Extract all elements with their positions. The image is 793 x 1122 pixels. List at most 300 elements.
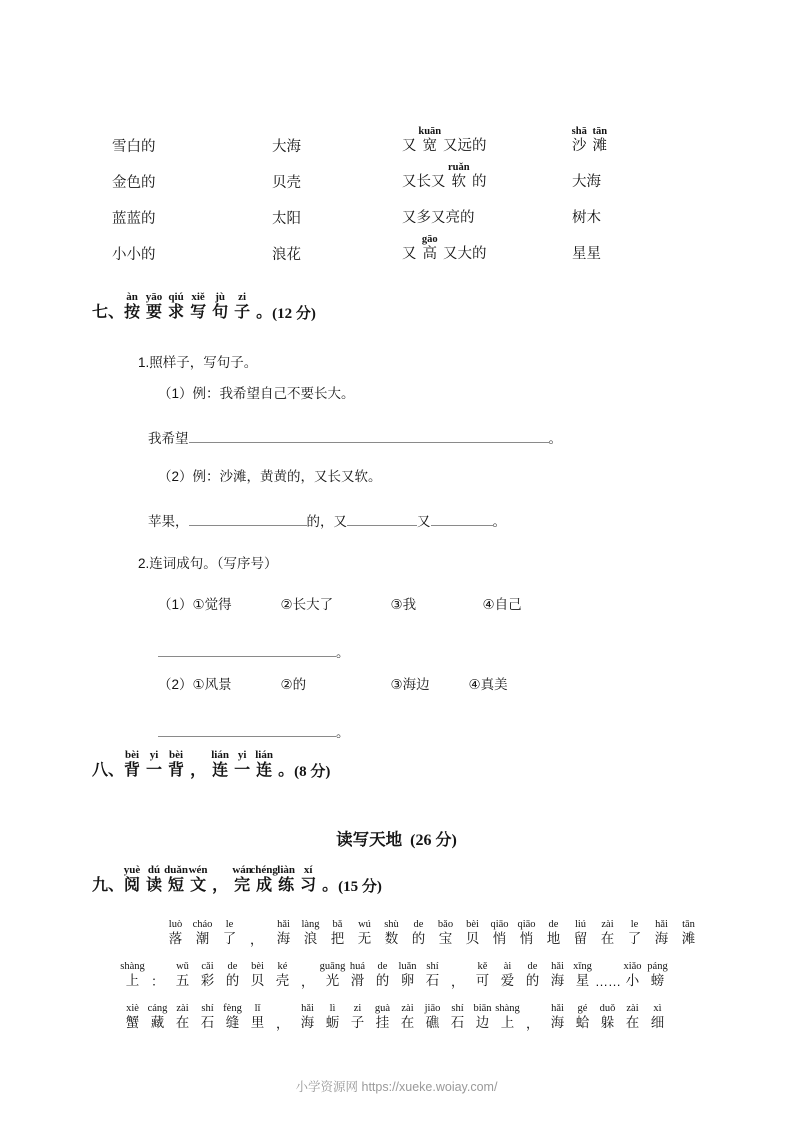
han-character: 五 bbox=[175, 973, 190, 989]
passage-char bbox=[570, 1002, 595, 1031]
item-number: （2） bbox=[158, 677, 193, 692]
heading-char bbox=[164, 864, 188, 895]
pinyin-annotation: cháo bbox=[192, 918, 213, 930]
han-character: 藏 bbox=[150, 1015, 165, 1031]
han-character: 软 bbox=[451, 173, 466, 190]
passage-char bbox=[495, 960, 520, 989]
choice-option[interactable]: ③海边 bbox=[390, 677, 430, 692]
heading-char bbox=[188, 864, 208, 895]
han-character: 又 bbox=[402, 173, 417, 190]
passage-char bbox=[495, 1002, 520, 1031]
han-character: 海 bbox=[276, 931, 291, 947]
match-cell-a[interactable]: 金色的 bbox=[112, 174, 156, 191]
han-character: 缝 bbox=[225, 1015, 240, 1031]
ruby-char bbox=[402, 175, 417, 190]
han-character: 了 bbox=[627, 931, 642, 947]
item-number: （1） bbox=[158, 597, 193, 612]
passage-char bbox=[445, 1002, 470, 1031]
han-character: 的 bbox=[472, 173, 487, 190]
passage-char bbox=[195, 1002, 220, 1031]
han-character: 浪 bbox=[303, 931, 318, 947]
matching-table-body bbox=[112, 118, 672, 262]
center-title-score: (26 分) bbox=[410, 832, 457, 849]
han-character: 贝 bbox=[465, 931, 480, 947]
han-character: 成 bbox=[256, 877, 273, 894]
answer-mid-text-2: 又 bbox=[417, 514, 431, 529]
pinyin-annotation: zài bbox=[401, 1002, 414, 1014]
choice-option[interactable]: ②的 bbox=[280, 677, 307, 692]
pinyin-annotation: ruǎn bbox=[447, 162, 470, 174]
match-cell-d[interactable] bbox=[572, 190, 672, 226]
han-character: 背 bbox=[168, 762, 185, 779]
table-row bbox=[112, 118, 672, 154]
passage-char bbox=[295, 1002, 320, 1031]
heading-char bbox=[300, 864, 317, 895]
pinyin-annotation: xiè bbox=[126, 1002, 139, 1014]
passage-char bbox=[545, 960, 570, 989]
pinyin-annotation: shàng bbox=[120, 960, 145, 972]
han-character: ， bbox=[300, 973, 314, 989]
ruby-char bbox=[402, 211, 417, 226]
table-row bbox=[112, 154, 672, 190]
passage-char bbox=[220, 960, 245, 989]
passage-char bbox=[370, 960, 395, 989]
pinyin-annotation: luǎn bbox=[398, 960, 417, 972]
passage-char bbox=[545, 1002, 570, 1031]
ruby-char bbox=[402, 139, 417, 154]
answer-blank[interactable] bbox=[189, 428, 549, 443]
han-character: 贝 bbox=[250, 973, 265, 989]
section-7-task-1-label: 1.照样子，写句子。 bbox=[138, 355, 258, 370]
pinyin-annotation: yi bbox=[149, 749, 159, 761]
passage-line bbox=[120, 905, 720, 947]
passage-char bbox=[645, 1002, 670, 1031]
pinyin-annotation: lǐ bbox=[254, 1002, 261, 1014]
choice-option[interactable]: ③我 bbox=[390, 597, 417, 612]
answer-blank-3[interactable] bbox=[431, 511, 493, 526]
pinyin-annotation: de bbox=[413, 918, 424, 930]
pinyin-annotation: ài bbox=[503, 960, 512, 972]
passage-char bbox=[595, 1002, 620, 1031]
match-cell-c[interactable] bbox=[402, 154, 572, 190]
han-character: 蛤 bbox=[575, 1015, 590, 1031]
answer-mid-text: 的，又 bbox=[306, 514, 347, 529]
ruby-char bbox=[572, 175, 587, 190]
ruby-char bbox=[458, 139, 473, 154]
han-character: 光 bbox=[325, 973, 340, 989]
pinyin-annotation: zài bbox=[176, 1002, 189, 1014]
han-character: 习 bbox=[300, 877, 317, 894]
passage-char bbox=[170, 1002, 195, 1031]
pinyin-annotation: ké bbox=[277, 960, 288, 972]
passage-char bbox=[145, 1002, 170, 1031]
han-character: 高 bbox=[422, 245, 437, 262]
choice-option[interactable]: ④自己 bbox=[482, 597, 522, 612]
pinyin-annotation: àn bbox=[126, 291, 138, 303]
heading-char bbox=[123, 864, 141, 895]
passage-char bbox=[470, 960, 495, 989]
match-cell-b[interactable]: 贝壳 bbox=[272, 174, 301, 191]
han-character: 沙 bbox=[572, 137, 587, 154]
ruby-char bbox=[458, 247, 473, 262]
task1-item2-answer-row bbox=[148, 511, 506, 529]
han-character: 海 bbox=[300, 1015, 315, 1031]
pinyin-annotation: kuān bbox=[418, 126, 442, 138]
ruby-char bbox=[443, 139, 458, 154]
passage-char bbox=[319, 960, 346, 989]
passage-char bbox=[120, 960, 145, 989]
pinyin-annotation: xiǎo bbox=[623, 960, 642, 972]
passage-char bbox=[513, 918, 540, 947]
han-character: 远 bbox=[457, 137, 472, 154]
han-character: 多 bbox=[416, 209, 431, 226]
pinyin-annotation: jiāo bbox=[424, 1002, 441, 1014]
section-9-number: 九、 bbox=[92, 877, 125, 894]
han-character: 滩 bbox=[681, 931, 696, 947]
ruby-char bbox=[472, 139, 487, 154]
han-character: 爱 bbox=[500, 973, 515, 989]
han-character: …… bbox=[595, 973, 621, 989]
han-character: 求 bbox=[168, 304, 185, 321]
han-character: ： bbox=[150, 973, 164, 989]
match-cell-d[interactable] bbox=[572, 118, 672, 154]
han-character: 在 bbox=[600, 931, 615, 947]
pinyin-annotation: jù bbox=[215, 291, 225, 303]
han-character: 短 bbox=[168, 877, 185, 894]
table-row bbox=[112, 226, 672, 262]
matching-exercise-table bbox=[112, 118, 672, 262]
han-character: ， bbox=[450, 973, 464, 989]
choice-option[interactable]: ①觉得 bbox=[192, 597, 232, 612]
passage-char bbox=[620, 960, 645, 989]
han-character: 的 bbox=[225, 973, 240, 989]
ruby-char bbox=[592, 126, 608, 154]
passage-char bbox=[620, 1002, 645, 1031]
han-character: 连 bbox=[212, 762, 229, 779]
pinyin-annotation: luò bbox=[168, 918, 183, 930]
han-character: 在 bbox=[400, 1015, 415, 1031]
han-character: 蟹 bbox=[125, 1015, 140, 1031]
han-character: ， bbox=[190, 762, 207, 779]
passage-char bbox=[459, 918, 486, 947]
han-character: 的 bbox=[460, 209, 475, 226]
han-character: 练 bbox=[278, 877, 295, 894]
passage-char bbox=[445, 975, 470, 989]
section-7-heading bbox=[92, 291, 316, 322]
pinyin-annotation: zài bbox=[601, 918, 614, 930]
pinyin-annotation: wǔ bbox=[176, 960, 189, 972]
passage-char bbox=[170, 960, 195, 989]
han-character: 木 bbox=[586, 209, 601, 226]
pinyin-annotation: biān bbox=[473, 1002, 492, 1014]
pinyin-annotation: duǒ bbox=[599, 1002, 616, 1014]
pinyin-annotation: bèi bbox=[124, 749, 140, 761]
task1-item1-example: （1）例：我希望自己不要长大。 bbox=[158, 386, 355, 401]
pinyin-annotation: chéng bbox=[250, 864, 278, 876]
pinyin-annotation: gé bbox=[577, 1002, 588, 1014]
han-character: 在 bbox=[175, 1015, 190, 1031]
section-7-number: 七、 bbox=[92, 304, 125, 321]
answer-blank-2[interactable] bbox=[347, 511, 417, 526]
han-character: 连 bbox=[256, 762, 273, 779]
pinyin-annotation: páng bbox=[647, 960, 668, 972]
section-9-title-tail: 。 bbox=[322, 877, 339, 894]
section-7-task-2-label: 2.连词成句。（写序号） bbox=[138, 556, 278, 571]
han-character: 按 bbox=[124, 304, 141, 321]
han-character: 又 bbox=[402, 209, 417, 226]
passage-char bbox=[470, 1002, 495, 1031]
han-character: 滩 bbox=[592, 137, 607, 154]
pinyin-annotation: de bbox=[227, 960, 238, 972]
han-character: 数 bbox=[384, 931, 399, 947]
answer-period: 。 bbox=[548, 431, 562, 446]
task2-item1-answer-row bbox=[158, 642, 350, 660]
match-cell-a[interactable]: 蓝蓝的 bbox=[112, 210, 156, 227]
match-cell-c[interactable] bbox=[402, 118, 572, 154]
han-character: 的 bbox=[375, 973, 390, 989]
choice-option[interactable]: ②长大了 bbox=[280, 597, 334, 612]
section-8-title-tail: 。 bbox=[278, 762, 295, 779]
match-cell-a[interactable]: 小小的 bbox=[112, 246, 156, 263]
pinyin-annotation: tān bbox=[682, 918, 695, 930]
han-character: ， bbox=[249, 931, 263, 947]
pinyin-annotation: cǎi bbox=[201, 960, 214, 972]
match-cell-a[interactable]: 雪白的 bbox=[112, 138, 156, 155]
ruby-char bbox=[472, 175, 487, 190]
pinyin-annotation: dú bbox=[147, 864, 161, 876]
section-9-score: (15 分) bbox=[338, 878, 382, 895]
pinyin-annotation: shàng bbox=[495, 1002, 520, 1014]
han-character: 在 bbox=[625, 1015, 640, 1031]
task1-item1-answer-row bbox=[148, 428, 562, 446]
han-character: 了 bbox=[222, 931, 237, 947]
ruby-char bbox=[447, 162, 470, 190]
pinyin-annotation: xīng bbox=[573, 960, 592, 972]
ruby-char bbox=[418, 126, 442, 154]
choice-option[interactable]: ①风景 bbox=[192, 677, 232, 692]
heading-char bbox=[250, 864, 278, 895]
han-character: 把 bbox=[330, 931, 345, 947]
pinyin-annotation: qiāo bbox=[517, 918, 536, 930]
pinyin-annotation: hǎi bbox=[551, 1002, 564, 1014]
han-character: 子 bbox=[350, 1015, 365, 1031]
passage-char bbox=[567, 918, 594, 947]
heading-char bbox=[277, 864, 295, 895]
han-character: 螃 bbox=[650, 973, 665, 989]
pinyin-annotation: bèi bbox=[251, 960, 264, 972]
answer-blank-1[interactable] bbox=[189, 511, 307, 526]
section-8-heading bbox=[92, 749, 331, 780]
pinyin-annotation: yāo bbox=[145, 291, 163, 303]
match-cell-b[interactable]: 太阳 bbox=[272, 210, 301, 227]
section-7-title-tail: 。 bbox=[256, 304, 273, 321]
han-character: 的 bbox=[472, 137, 487, 154]
pinyin-annotation: qiāo bbox=[490, 918, 509, 930]
passage-char bbox=[486, 918, 513, 947]
han-character: 潮 bbox=[195, 931, 210, 947]
pinyin-annotation: hǎi bbox=[551, 960, 564, 972]
passage-char bbox=[594, 918, 621, 947]
han-character: 里 bbox=[250, 1015, 265, 1031]
pinyin-annotation: hǎi bbox=[301, 1002, 314, 1014]
pinyin-annotation: zi bbox=[353, 1002, 362, 1014]
section-8-score: (8 分) bbox=[294, 763, 331, 780]
reading-passage bbox=[120, 905, 720, 1031]
han-character: 边 bbox=[475, 1015, 490, 1031]
han-character: 星 bbox=[586, 245, 601, 262]
han-character: 宽 bbox=[422, 137, 437, 154]
han-character: 句 bbox=[212, 304, 229, 321]
han-character: 海 bbox=[586, 173, 601, 190]
pinyin-annotation: xì bbox=[653, 1002, 662, 1014]
pinyin-annotation: shí bbox=[426, 960, 439, 972]
han-character: 无 bbox=[357, 931, 372, 947]
passage-char bbox=[351, 918, 378, 947]
passage-char bbox=[420, 1002, 445, 1031]
pinyin-annotation: wú bbox=[358, 918, 371, 930]
answer-period: 。 bbox=[336, 725, 350, 740]
han-character: 的 bbox=[525, 973, 540, 989]
han-character: 完 bbox=[234, 877, 251, 894]
han-character: 一 bbox=[234, 762, 251, 779]
ruby-char bbox=[431, 211, 446, 226]
ruby-char bbox=[472, 247, 487, 262]
ruby-char bbox=[571, 126, 587, 154]
han-character: 又 bbox=[402, 137, 417, 154]
ruby-char bbox=[421, 234, 438, 262]
pinyin-annotation: duǎn bbox=[164, 864, 188, 876]
han-character: 大 bbox=[572, 173, 587, 190]
answer-period: 。 bbox=[336, 645, 350, 660]
task2-item2-answer-row bbox=[158, 722, 350, 740]
match-cell-b[interactable]: 浪花 bbox=[272, 246, 301, 263]
watermark: 小学资源网 https://xueke.woiay.com/ bbox=[295, 1080, 498, 1094]
passage-char bbox=[370, 1002, 395, 1031]
table-row bbox=[112, 190, 672, 226]
pinyin-annotation: cáng bbox=[147, 1002, 168, 1014]
han-character: 彩 bbox=[200, 973, 215, 989]
han-character: 一 bbox=[146, 762, 163, 779]
passage-char bbox=[378, 918, 405, 947]
passage-char bbox=[270, 918, 297, 947]
heading-char bbox=[255, 749, 273, 780]
pinyin-annotation: bǎ bbox=[332, 918, 343, 930]
heading-char bbox=[124, 749, 141, 780]
ruby-char bbox=[443, 247, 458, 262]
pinyin-annotation: bèi bbox=[169, 749, 184, 761]
passage-char bbox=[145, 975, 170, 989]
han-character: 地 bbox=[546, 931, 561, 947]
center-title-text: 读写天地 bbox=[336, 831, 403, 849]
han-character: 星 bbox=[575, 973, 590, 989]
heading-char bbox=[146, 749, 163, 780]
answer-blank[interactable] bbox=[158, 642, 336, 657]
passage-char bbox=[162, 918, 189, 947]
pinyin-annotation: yuè bbox=[123, 864, 141, 876]
han-character: 子 bbox=[234, 304, 251, 321]
pinyin-annotation: hǎi bbox=[655, 918, 668, 930]
han-character: ， bbox=[525, 1015, 539, 1031]
passage-char bbox=[345, 960, 370, 989]
match-cell-d[interactable] bbox=[572, 154, 672, 190]
han-character: 读 bbox=[146, 877, 163, 894]
reading-writing-section-title bbox=[0, 832, 793, 849]
heading-char bbox=[234, 749, 251, 780]
match-cell-c[interactable] bbox=[402, 190, 572, 226]
pinyin-annotation: de bbox=[527, 960, 538, 972]
heading-char bbox=[190, 291, 207, 322]
pinyin-annotation: le bbox=[630, 918, 639, 930]
section-8-number: 八、 bbox=[92, 762, 125, 779]
pinyin-annotation: zài bbox=[626, 1002, 639, 1014]
choice-option[interactable]: ④真美 bbox=[468, 677, 508, 692]
ruby-char bbox=[587, 175, 602, 190]
passage-char bbox=[648, 918, 675, 947]
ruby-char bbox=[587, 211, 602, 226]
pinyin-annotation: wén bbox=[188, 864, 208, 876]
heading-char bbox=[168, 749, 185, 780]
han-character: 滑 bbox=[350, 973, 365, 989]
han-character: 宝 bbox=[438, 931, 453, 947]
passage-char bbox=[245, 960, 270, 989]
match-cell-c[interactable] bbox=[402, 226, 572, 262]
passage-char bbox=[324, 918, 351, 947]
han-character: 落 bbox=[168, 931, 183, 947]
ruby-char bbox=[417, 211, 432, 226]
pinyin-annotation: yi bbox=[237, 749, 247, 761]
ruby-char bbox=[431, 175, 446, 190]
passage-char bbox=[595, 975, 620, 989]
passage-char bbox=[405, 918, 432, 947]
han-character: 要 bbox=[146, 304, 163, 321]
answer-prefix: 我希望 bbox=[148, 431, 189, 446]
answer-blank[interactable] bbox=[158, 722, 336, 737]
pinyin-annotation: lián bbox=[255, 749, 273, 761]
pinyin-annotation: tān bbox=[592, 126, 608, 138]
pinyin-annotation: fèng bbox=[223, 1002, 242, 1014]
heading-char bbox=[212, 291, 229, 322]
heading-char bbox=[168, 291, 185, 322]
passage-char bbox=[432, 918, 459, 947]
han-character: 留 bbox=[573, 931, 588, 947]
han-character: 大 bbox=[457, 245, 472, 262]
han-character: 又 bbox=[443, 245, 458, 262]
pinyin-annotation: bǎo bbox=[437, 918, 454, 930]
passage-char bbox=[675, 918, 702, 947]
passage-char bbox=[220, 1002, 245, 1031]
ruby-char bbox=[402, 247, 417, 262]
han-character: 石 bbox=[200, 1015, 215, 1031]
han-character: 石 bbox=[450, 1015, 465, 1031]
han-character: 躲 bbox=[600, 1015, 615, 1031]
pinyin-annotation: de bbox=[548, 918, 559, 930]
pinyin-annotation: guà bbox=[374, 1002, 391, 1014]
han-character: 阅 bbox=[124, 877, 141, 894]
match-cell-b[interactable]: 大海 bbox=[272, 138, 301, 155]
passage-char bbox=[295, 975, 320, 989]
answer-period: 。 bbox=[492, 514, 506, 529]
passage-char bbox=[297, 918, 324, 947]
pinyin-annotation: hǎi bbox=[277, 918, 290, 930]
match-cell-d[interactable] bbox=[572, 226, 672, 262]
pinyin-annotation: liàn bbox=[277, 864, 295, 876]
pinyin-annotation: làng bbox=[301, 918, 320, 930]
passage-char bbox=[245, 1002, 270, 1031]
pinyin-annotation: huá bbox=[349, 960, 366, 972]
han-character: 石 bbox=[425, 973, 440, 989]
task1-item2-example: （2）例：沙滩，黄黄的，又长又软。 bbox=[158, 469, 382, 484]
passage-char bbox=[189, 918, 216, 947]
